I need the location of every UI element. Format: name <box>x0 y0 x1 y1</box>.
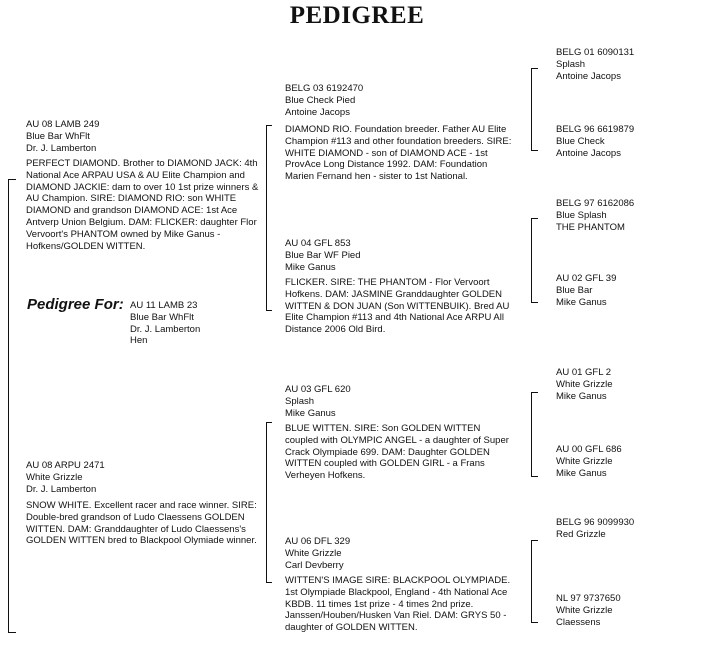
dam-bracket-top <box>266 422 272 423</box>
grandparent-band: AU 03 GFL 620 <box>285 384 351 395</box>
dam-bracket-bottom <box>266 582 272 583</box>
grandparent-breeder: Mike Ganus <box>285 407 336 419</box>
sire-bracket-line <box>266 125 267 310</box>
grandparent-notes: BLUE WITTEN. SIRE: Son GOLDEN WITTEN coupled with OLYMPIC ANGEL - a daughter of Super Crack Olympiade 699. DAM: Daughter GOLDEN WITTEN coupled with GOLDEN GIRL - a Frans Verheyen Hofkens. <box>285 423 509 482</box>
great-grandparent-color: Blue Check <box>556 135 605 147</box>
great-grandparent-color: Blue Bar <box>556 284 593 296</box>
grandparent-color: Blue Bar WF Pied <box>285 249 361 261</box>
great-grandparent-breeder: Mike Ganus <box>556 390 607 402</box>
great-grandparent-color: Splash <box>556 58 586 70</box>
subject-bracket-line <box>8 179 9 632</box>
grandparent-card <box>285 83 363 118</box>
subject-card <box>130 300 200 347</box>
gg-bracket-2-line <box>531 218 532 302</box>
subject-bracket-bottom <box>8 632 16 633</box>
great-grandparent-band: AU 02 GFL 39 <box>556 273 617 284</box>
grandparent-breeder: Carl Devberry <box>285 559 344 571</box>
subject-sex: Hen <box>130 335 148 347</box>
gg-bracket-4-bottom <box>531 622 538 623</box>
great-grandparent-card <box>556 273 616 308</box>
great-grandparent-color: White Grizzle <box>556 378 613 390</box>
gg-bracket-1-line <box>531 68 532 150</box>
grandparent-band: AU 06 DFL 329 <box>285 536 351 547</box>
sire-notes: PERFECT DIAMOND. Brother to DIAMOND JACK: 4th National Ace ARPAU USA & AU Elite Champion and DIAMOND JACKIE: dam to over 10 1st prize winners & AU Champion. SIRE: DIAMOND RIO: son WHITE DIAMOND and grandson DIAMOND ACE: 1st Ace Antverp Union Belgium. DAM: FLICKER: daughter Flor Vervoort's PHANTOM owned by Mike Ganus - Hofkens/GOLDEN WITTEN. <box>26 158 259 252</box>
sire-bracket-bottom <box>266 310 272 311</box>
dam-bracket-line <box>266 422 267 582</box>
great-grandparent-color: Blue Splash <box>556 209 607 221</box>
dam-breeder: Dr. J. Lamberton <box>26 483 97 495</box>
subject-breeder: Dr. J. Lamberton <box>130 323 201 335</box>
grandparent-breeder: Mike Ganus <box>285 261 336 273</box>
great-grandparent-card <box>556 517 634 541</box>
gg-bracket-2-top <box>531 218 538 219</box>
great-grandparent-band: BELG 97 6162086 <box>556 198 635 209</box>
great-grandparent-card <box>556 198 634 233</box>
great-grandparent-band: AU 01 GFL 2 <box>556 367 612 378</box>
sire-band: AU 08 LAMB 249 <box>26 119 100 130</box>
great-grandparent-card <box>556 47 634 82</box>
subject-color: Blue Bar WhFlt <box>130 311 194 323</box>
gg-bracket-1-top <box>531 68 538 69</box>
dam-band: AU 08 ARPU 2471 <box>26 460 105 471</box>
grandparent-notes: FLICKER. SIRE: THE PHANTOM - Flor Vervoort Hofkens. DAM: JASMINE Granddaughter GOLDEN WITTEN & DON JUAN (Son WITTENBUIK). Bred AU Elite Champion #113 and 4th National Ace ARPU All Distance 2006 Old Bird. <box>285 277 510 336</box>
subject-band: AU 11 LAMB 23 <box>130 300 198 311</box>
subject-bracket-top <box>8 179 16 180</box>
page-title: PEDIGREE <box>289 2 425 29</box>
grandparent-card <box>285 238 361 273</box>
great-grandparent-band: NL 97 9737650 <box>556 593 621 604</box>
great-grandparent-breeder: Claessens <box>556 616 601 628</box>
sire-bracket-top <box>266 125 272 126</box>
sire-card <box>26 119 99 154</box>
great-grandparent-band: AU 00 GFL 686 <box>556 444 622 455</box>
great-grandparent-color: White Grizzle <box>556 455 613 467</box>
great-grandparent-band: BELG 96 6619879 <box>556 124 635 135</box>
great-grandparent-breeder: THE PHANTOM <box>556 221 625 233</box>
grandparent-color: White Grizzle <box>285 547 342 559</box>
grandparent-color: Splash <box>285 395 315 407</box>
dam-notes: SNOW WHITE. Excellent racer and race winner. SIRE: Double-bred grandson of Ludo Claessens GOLDEN WITTEN. DAM: Granddaughter of Ludo Claessens's GOLDEN WITTEN bred to Blackpool Olymiade winner. <box>26 500 257 547</box>
great-grandparent-breeder: Mike Ganus <box>556 296 607 308</box>
gg-bracket-3-bottom <box>531 476 538 477</box>
great-grandparent-breeder: Mike Ganus <box>556 467 607 479</box>
great-grandparent-color: Red Grizzle <box>556 528 606 540</box>
sire-breeder: Dr. J. Lamberton <box>26 142 97 154</box>
great-grandparent-breeder: Antoine Jacops <box>556 147 621 159</box>
dam-color: White Grizzle <box>26 471 83 483</box>
sire-color: Blue Bar WhFlt <box>26 130 90 142</box>
great-grandparent-card <box>556 444 622 479</box>
grandparent-band: BELG 03 6192470 <box>285 83 364 94</box>
great-grandparent-breeder: Antoine Jacops <box>556 70 621 82</box>
great-grandparent-card <box>556 593 621 628</box>
gg-bracket-1-bottom <box>531 150 538 151</box>
great-grandparent-band: BELG 96 9099930 <box>556 517 635 528</box>
grandparent-color: Blue Check Pied <box>285 94 356 106</box>
gg-bracket-4-line <box>531 540 532 622</box>
grandparent-card <box>285 384 351 419</box>
great-grandparent-band: BELG 01 6090131 <box>556 47 635 58</box>
grandparent-breeder: Antoine Jacops <box>285 106 350 118</box>
gg-bracket-4-top <box>531 540 538 541</box>
grandparent-notes: WITTEN'S IMAGE SIRE: BLACKPOOL OLYMPIADE. 1st Olympiade Blackpool, England - 4th National Ace KBDB. 11 times 1st prize - 4 times 2nd prize. Janssen/Houben/Husken Van Riel. DAM: GRYS 50 - daughter of GOLDEN WITTEN. <box>285 575 511 634</box>
dam-card <box>26 460 105 495</box>
great-grandparent-card <box>556 367 612 402</box>
great-grandparent-color: White Grizzle <box>556 604 613 616</box>
grandparent-card <box>285 536 350 571</box>
gg-bracket-3-line <box>531 392 532 476</box>
grandparent-notes: DIAMOND RIO. Foundation breeder. Father AU Elite Champion #113 and other foundation breeders. SIRE: WHITE DIAMOND - son of DIAMOND ACE - 1st ProvAce Long Distance 1992. DAM: Foundation Marien Fernand hen - sister to 1st National. <box>285 124 512 183</box>
pedigree-for-label: Pedigree For: <box>27 296 124 313</box>
gg-bracket-2-bottom <box>531 302 538 303</box>
grandparent-band: AU 04 GFL 853 <box>285 238 351 249</box>
gg-bracket-3-top <box>531 392 538 393</box>
great-grandparent-card <box>556 124 634 159</box>
